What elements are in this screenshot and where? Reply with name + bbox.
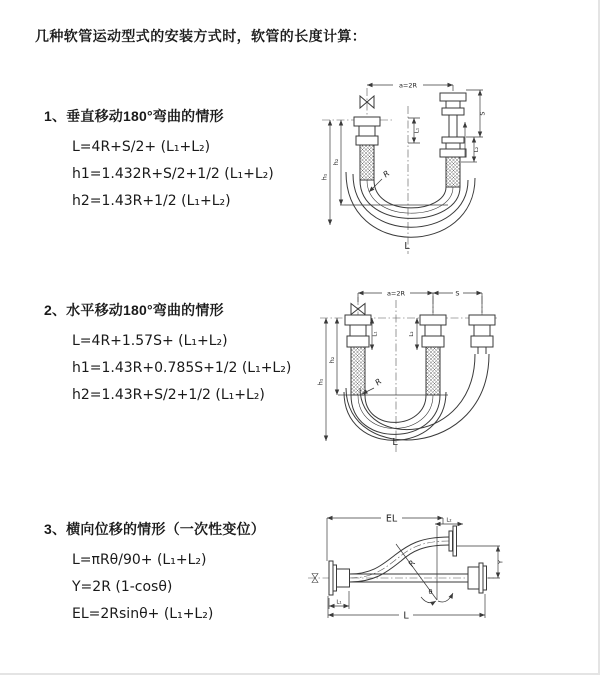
hose-curves: [344, 354, 489, 440]
section-3-heading: 3、横向位移的情形（一次性变位）: [44, 521, 265, 537]
formula-h1: h1=1.432R+S/2+1/2 (L₁+L₂): [72, 166, 274, 182]
dimension-l2: [409, 318, 417, 350]
dim-l1-label: L₁: [372, 331, 379, 337]
section-2-formulas: [72, 328, 319, 409]
right-coupling: [469, 315, 495, 354]
angle-theta-label: θ: [428, 588, 433, 596]
dimension-span: [358, 288, 482, 314]
left-coupling: [345, 315, 371, 395]
dimension-h1: [317, 318, 327, 441]
middle-coupling: [420, 315, 446, 395]
dim-l1-label: L₁: [336, 599, 342, 606]
section-vertical-bend: [44, 106, 319, 215]
section-lateral-offset: [44, 519, 319, 628]
dim-h1-label: h₁: [316, 378, 325, 386]
right-coupling: [440, 93, 466, 187]
formula-h1: h1=1.43R+0.785S+1/2 (L₁+L₂): [72, 360, 292, 376]
dimension-el: [327, 513, 443, 562]
diagram-lateral-offset: [300, 503, 600, 640]
section-horizontal-bend: [44, 300, 319, 409]
formula-L: L=4R+1.57S+ (L₁+L₂): [72, 333, 228, 349]
dim-l1-label: L₁: [414, 127, 421, 134]
dimension-l1: [408, 118, 421, 143]
dimension-l2: [435, 518, 463, 525]
dim-h2-label: h₂: [332, 158, 340, 166]
diagram-vertical-bend: [310, 62, 595, 262]
hose-braid: [360, 145, 374, 180]
section-1-heading: 1、垂直移动180°弯曲的情形: [44, 108, 224, 124]
formula-L: L=πRθ/90+ (L₁+L₂): [72, 552, 207, 568]
dimension-span: [367, 80, 453, 92]
formula-h2: h2=1.43R+1/2 (L₁+L₂): [72, 193, 231, 209]
dim-l2-label: L₂: [474, 146, 480, 153]
dimension-l: [328, 594, 485, 622]
upper-flange: [449, 526, 457, 556]
dimension-l1: [372, 318, 379, 350]
radius-label: R: [406, 558, 418, 569]
page-title: 几种软管运动型式的安装方式时，软管的长度计算：: [35, 28, 367, 44]
dim-y-label: Y: [496, 560, 505, 564]
section-2-heading: 2、水平移动180°弯曲的情形: [44, 302, 224, 318]
hose-braid: [446, 157, 460, 187]
dim-s-label: S: [455, 289, 460, 298]
dim-el-label: EL: [385, 513, 398, 525]
dim-l-label: L: [403, 610, 409, 622]
hose-curve: [350, 537, 450, 582]
dimension-h2: [332, 120, 341, 205]
dim-h2-label: h₂: [328, 356, 336, 364]
formula-L: L=4R+S/2+ (L₁+L₂): [72, 139, 211, 155]
dimension-h2: [328, 318, 337, 395]
formula-EL: EL=2Rsinθ+ (L₁+L₂): [72, 606, 214, 622]
diagram-horizontal-bend: [312, 282, 592, 467]
dimension-h1: [321, 120, 331, 225]
dim-s-label: S: [478, 111, 487, 116]
dimension-s: [466, 90, 487, 137]
radius-label: R: [373, 376, 384, 388]
dim-l2-label: L₂: [409, 331, 415, 337]
right-flange: [468, 563, 487, 593]
dim-h1-label: h₁: [320, 173, 329, 181]
dim-a2r-label: a=2R: [386, 289, 406, 298]
left-flange: [329, 561, 350, 595]
formula-h2: h2=1.43R+S/2+1/2 (L₁+L₂): [72, 387, 265, 403]
radius-label: R: [381, 168, 392, 180]
hose-braid: [426, 347, 440, 395]
dim-a2r-label: a=2R: [398, 81, 418, 90]
length-label: L: [404, 241, 410, 252]
length-label: L: [392, 437, 398, 448]
formula-Y: Y=2R (1-cosθ): [72, 579, 173, 595]
dim-l2-label: L₂: [446, 517, 452, 524]
hose-braid: [351, 347, 365, 395]
left-coupling: [354, 117, 380, 180]
section-3-formulas: [72, 547, 319, 628]
section-1-formulas: [72, 134, 319, 215]
dimension-s: [433, 288, 482, 298]
